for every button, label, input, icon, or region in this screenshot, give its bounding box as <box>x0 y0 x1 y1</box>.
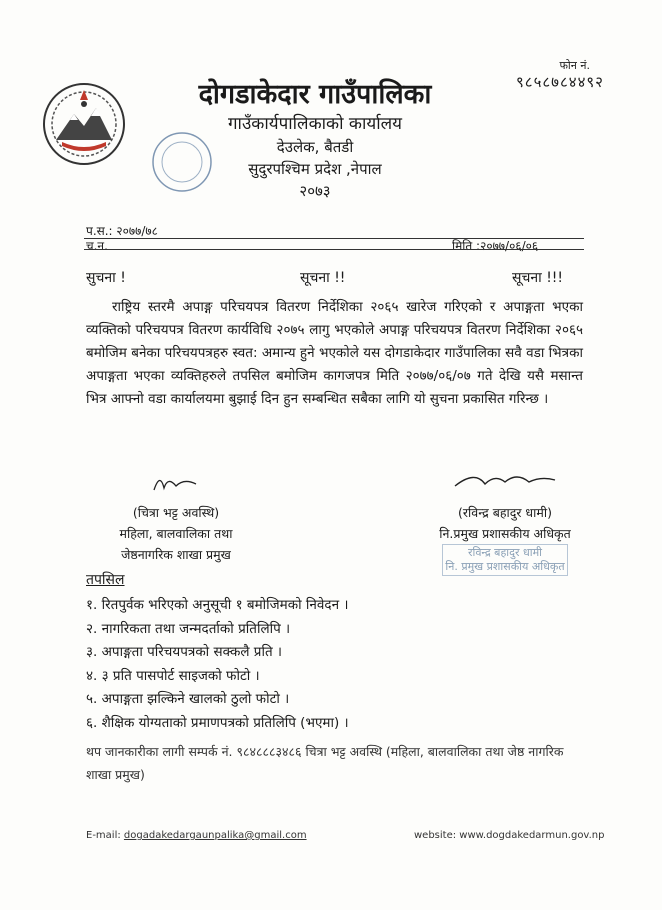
signatory-stamp <box>442 544 567 576</box>
address-line-1: देउलेक, बैतडी <box>276 138 354 156</box>
list-item: ६. शैक्षिक योग्यताको प्रमाणपत्रको प्रतिलिपि (भएमा) । <box>86 714 349 731</box>
dispatch-number: च.न. <box>86 239 108 253</box>
signatory-left <box>86 468 266 565</box>
stamp-line-2: नि. प्रमुख प्रशासकीय अधिकृत <box>445 560 565 573</box>
signatory-right <box>420 468 590 576</box>
established-year: २०७३ <box>299 182 331 200</box>
notice-heading-center: सूचना !! <box>300 270 346 286</box>
enclosure-list <box>86 594 349 735</box>
office-name: गाउँकार्यपालिकाको कार्यालय <box>227 114 403 134</box>
email-row <box>86 830 307 841</box>
organization-name: दोगडाकेदार गाउँपालिका <box>198 79 432 110</box>
signatory-right-name: (रविन्द्र बहादुर धामी) <box>458 505 552 520</box>
signatory-left-name: (चित्रा भट्ट अवस्थि) <box>132 505 220 520</box>
address-line-2: सुदुरपश्चिम प्रदेश ,नेपाल <box>248 160 382 178</box>
list-item: १. रितपुर्वक भरिएको अनुसूची १ बमोजिमको निवेदन । <box>86 597 349 613</box>
letterhead <box>150 78 480 202</box>
letter-number: प.स.: २०७७/७८ <box>86 224 158 238</box>
email-link[interactable]: dogadakedargaunpalika@gmail.com <box>123 830 307 841</box>
letter-date: मिति :२०७७/०६/०६ <box>452 239 539 253</box>
divider-line <box>84 249 584 250</box>
enclosure-title: तपसिल <box>86 572 125 588</box>
signature-icon <box>445 468 565 496</box>
notice-body: राष्ट्रिय स्तरमै अपाङ्ग परिचयपत्र वितरण निर्देशिका २०६५ खारेज गरिएको र अपाङ्गता भएका व्यक्तिको परिचयपत्र वितरण कार्यविधि २०७५ लागु भएकोले अपाङ्ग परिचयपत्र वितरण निर्देशिका २०६५ बमोजिम बनेका परिचयपत्रहरु स्वत: अमान्य हुने भएकोले यस दोगडाकेदार गाउँपालिका सवै वडा भित्रका अपाङ्गता भएका व्यक्तिहरुले तपसिल बमोजिम कागजपत्र मिति २०७७/०६/०७ गते देखि यसै मसान्त भित्र आफ्नो वडा कार्यालयमा बुझाई दिन हुन सम्बन्धित सबैका लागि यो सुचना प्रकासित गरिन्छ । <box>86 299 583 407</box>
list-item: ४. ३ प्रति पासपोर्ट साइजको फोटो । <box>86 667 260 684</box>
list-item: २. नागरिकता तथा जन्मदर्ताको प्रतिलिपि । <box>86 620 291 637</box>
list-item: ५. अपाङ्गता झल्किने खालको ठुलो फोटो । <box>86 691 290 707</box>
signatory-right-title: नि.प्रमुख प्रशासकीय अधिकृत <box>439 526 571 541</box>
signatory-left-title-2: जेष्ठनागरिक शाखा प्रमुख <box>121 547 231 562</box>
stamp-line-1: रविन्द्र बहादुर धामी <box>467 546 543 559</box>
phone-number: ९८५८७८४४९२ <box>515 73 604 91</box>
signatory-left-title-1: महिला, बालवालिका तथा <box>119 526 233 541</box>
contact-note: थप जानकारीका लागी सम्पर्क नं. ९८४८८८३४८६ चित्रा भट्ट अवस्थि (महिला, बालवालिका तथा जेष्ठ नागरिक शाखा प्रमुख) <box>86 744 564 782</box>
website-link[interactable]: website: www.dogdakedarmun.gov.np <box>414 830 605 841</box>
signature-icon <box>146 468 206 496</box>
notice-heading-right: सूचना !!! <box>512 270 564 286</box>
email-label: E-mail: <box>86 830 121 841</box>
phone-label: फोन नं. <box>559 59 590 72</box>
nepal-government-emblem-icon <box>40 80 128 168</box>
notice-heading-left: सुचना ! <box>86 270 126 286</box>
list-item: ३. अपाङ्गता परिचयपत्रको सक्कलै प्रति । <box>86 644 283 660</box>
